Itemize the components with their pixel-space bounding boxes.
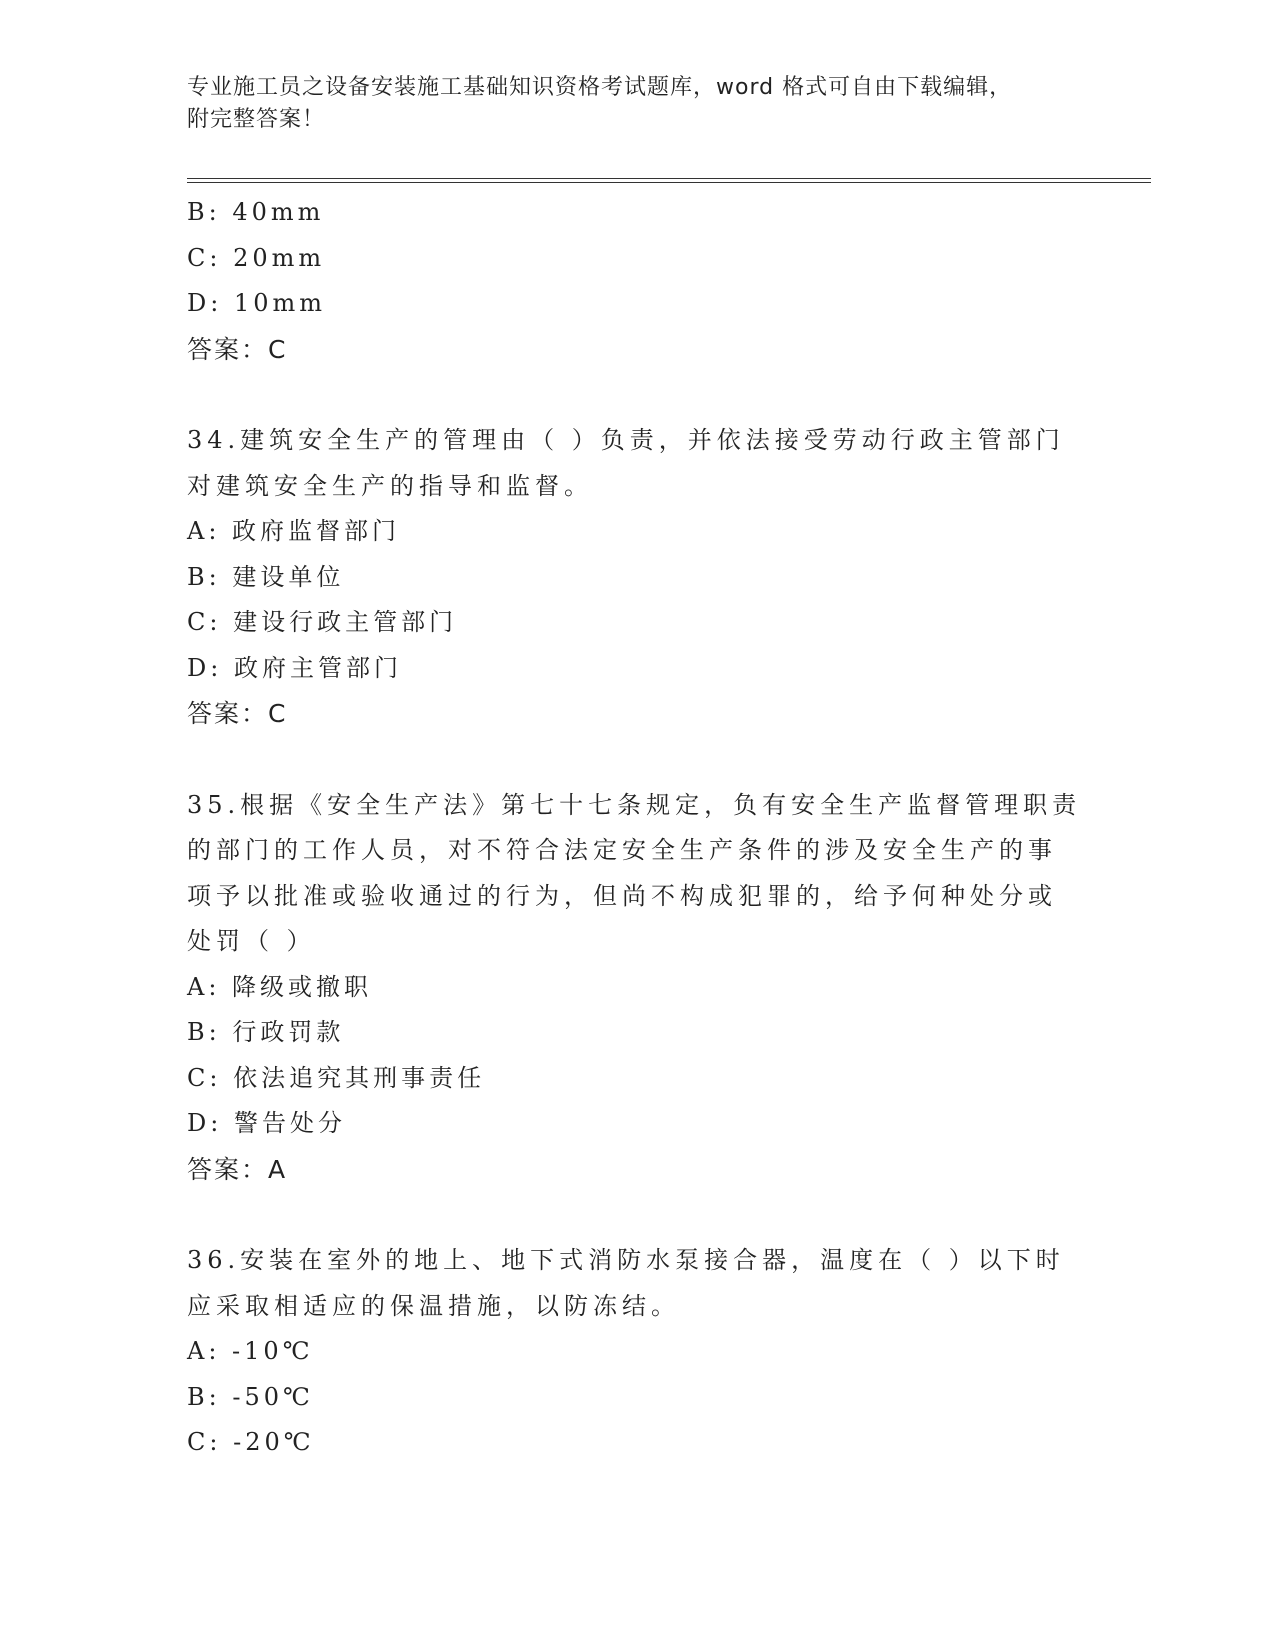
- option-b: B: -50℃: [187, 1382, 314, 1411]
- answer-line: 答案：C: [187, 699, 288, 728]
- question-stem: [187, 418, 1087, 509]
- stem-line: 35.根据《安全生产法》第七十七条规定，负有安全生产监督管理职责: [187, 790, 1082, 819]
- option-c: C: 依法追究其刑事责任: [187, 1063, 486, 1092]
- question-36: [187, 1238, 1087, 1466]
- stem-line: 34.建筑安全生产的管理由（ ）负责，并依法接受劳动行政主管部门: [187, 426, 1065, 454]
- option-a: A: -10℃: [187, 1337, 314, 1365]
- stem-line: 处罚（ ）: [187, 927, 316, 955]
- question-stem: [187, 783, 1087, 965]
- option-b: B: 40mm: [187, 198, 325, 226]
- question-35: [187, 783, 1087, 1193]
- stem-line: 项予以批准或验收通过的行为，但尚不构成犯罪的，给予何种处分或: [187, 881, 1057, 910]
- option-a: A: 政府监督部门: [187, 517, 401, 545]
- option-b: B: 建设单位: [187, 562, 345, 591]
- option-a: A: 降级或撤职: [187, 972, 373, 1001]
- question-stem: [187, 1238, 1087, 1329]
- option-c: C: -20℃: [187, 1428, 315, 1456]
- header-title-line-1: 专业施工员之设备安装施工基础知识资格考试题库，word 格式可自由下载编辑，: [187, 75, 1013, 100]
- option-c: C: 建设行政主管部门: [187, 608, 458, 636]
- header-divider-bottom: [187, 182, 1151, 183]
- answer-line: 答案：A: [187, 1154, 288, 1184]
- option-c: C: 20mm: [187, 243, 326, 272]
- stem-line: 应采取相适应的保温措施，以防冻结。: [187, 1291, 680, 1320]
- question-33-continued: [187, 190, 1087, 372]
- header-title-line-2: 附完整答案！: [187, 107, 326, 132]
- option-d: D: 政府主管部门: [187, 653, 402, 682]
- option-d: D: 10mm: [187, 289, 327, 317]
- option-d: D: 警告处分: [187, 1109, 346, 1137]
- document-header: [187, 72, 1087, 136]
- stem-line: 的部门的工作人员，对不符合法定安全生产条件的涉及安全生产的事: [187, 836, 1057, 864]
- question-34: [187, 418, 1087, 737]
- option-b: B: 行政罚款: [187, 1018, 345, 1046]
- header-divider-top: [187, 178, 1151, 179]
- stem-line: 对建筑安全生产的指导和监督。: [187, 471, 593, 500]
- answer-line: 答案：C: [187, 334, 288, 364]
- question-content: [187, 190, 1087, 1466]
- stem-line: 36.安装在室外的地上、地下式消防水泵接合器，温度在（ ）以下时: [187, 1246, 1065, 1274]
